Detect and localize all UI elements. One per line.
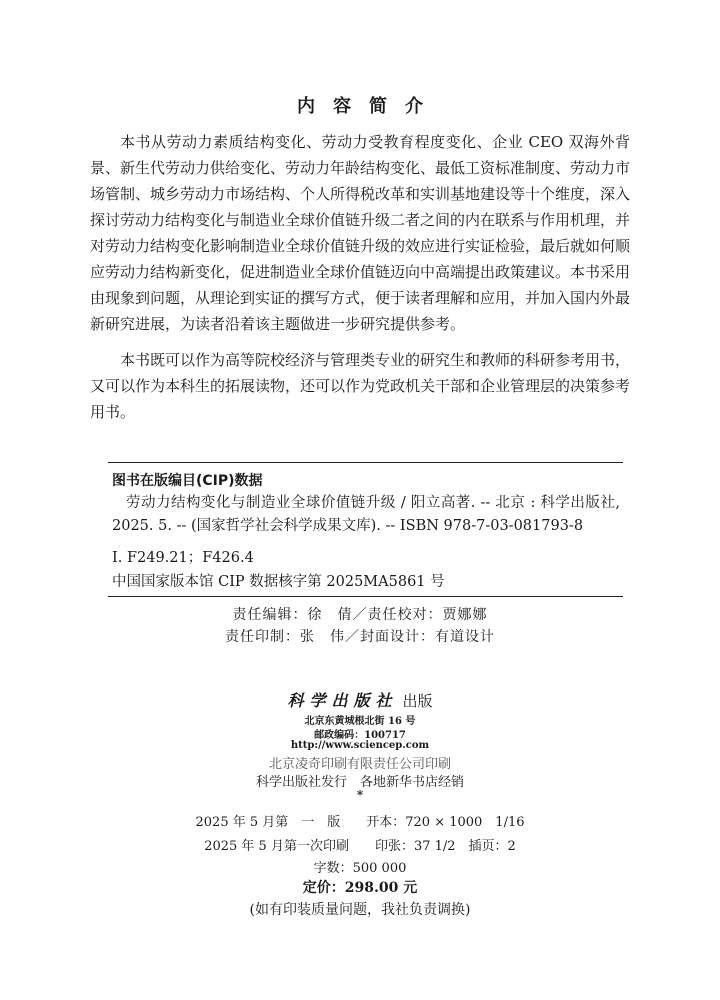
printing-line: 2025 年 5 月第一次印刷 印张：37 1/2 插页：2 bbox=[204, 839, 516, 854]
edition-line: 2025 年 5 月第 一 版 开本：720 × 1000 1/16 bbox=[195, 815, 525, 830]
separator-star: * bbox=[356, 788, 364, 802]
word-count: 字数：500 000 bbox=[313, 861, 407, 876]
cip-heading: 图书在版编目(CIP)数据 bbox=[112, 473, 263, 489]
publisher-address: 北京东黄城根北街 16 号 bbox=[304, 716, 416, 727]
production-line: 责任印制：张 伟／封面设计：有道设计 bbox=[225, 629, 495, 645]
publisher-name-suffix: 出版 bbox=[402, 692, 433, 710]
distribution-line: 科学出版社发行 各地新华书店经销 bbox=[255, 775, 464, 790]
cip-bottom-rule bbox=[108, 596, 623, 597]
page-title: 内容简介 bbox=[297, 96, 441, 117]
price: 定价：298.00 元 bbox=[302, 880, 418, 896]
editor-line: 责任编辑：徐 倩／责任校对：贾娜娜 bbox=[232, 607, 488, 623]
quality-notice: (如有印装质量问题，我社负责调换) bbox=[249, 902, 471, 918]
printer-line: 北京凌奇印刷有限责任公司印刷 bbox=[268, 757, 451, 772]
cip-record-number: 中国国家版本馆 CIP 数据核字第 2025MA5861 号 bbox=[112, 574, 445, 590]
cip-classification: Ⅰ. F249.21；F426.4 bbox=[112, 550, 254, 566]
publisher-url: http://www.sciencep.com bbox=[290, 740, 430, 751]
publisher-block bbox=[0, 688, 720, 711]
summary-paragraph-1: 本书从劳动力素质结构变化、劳动力受教育程度变化、企业 CEO 双海外背景、新生代劳动力供给变化、劳动力年龄结构变化、最低工资标准制度、劳动力市场管制、城乡劳动力市场结构、个人所得税改革和实训基地建设等十个维度，深入探讨劳动力结构变化与制造业全球价值链升级二者之间的内在联系与作用机理，并对劳动力结构变化影响制造业全球价值链升级的效应进行实证检验，最后就如何顺应劳动力结构新变化，促进制造业全球价值链迈向中高端提出政策建议。本书采用由现象到问题，从理论到实证的撰写方式，便于读者理解和应用，并加入国内外最新研究进展，为读者沿着该主题做进一步研究提供参考。 bbox=[90, 133, 631, 333]
summary-paragraph-2: 本书既可以作为高等院校经济与管理类专业的研究生和教师的科研参考用书，又可以作为本科生的拓展读物，还可以作为党政机关干部和企业管理层的决策参考用书。 bbox=[90, 351, 631, 421]
cip-top-rule bbox=[108, 462, 623, 463]
publisher-name: 科学出版社 bbox=[287, 691, 398, 710]
publisher-postcode: 邮政编码：100717 bbox=[314, 730, 406, 741]
cip-description: 劳动力结构变化与制造业全球价值链升级 / 阳立高著. -- 北京 : 科学出版社, 2025. 5. -- (国家哲学社会科学成果文库). -- ISBN 978-7-03-081793-8 bbox=[112, 495, 620, 534]
